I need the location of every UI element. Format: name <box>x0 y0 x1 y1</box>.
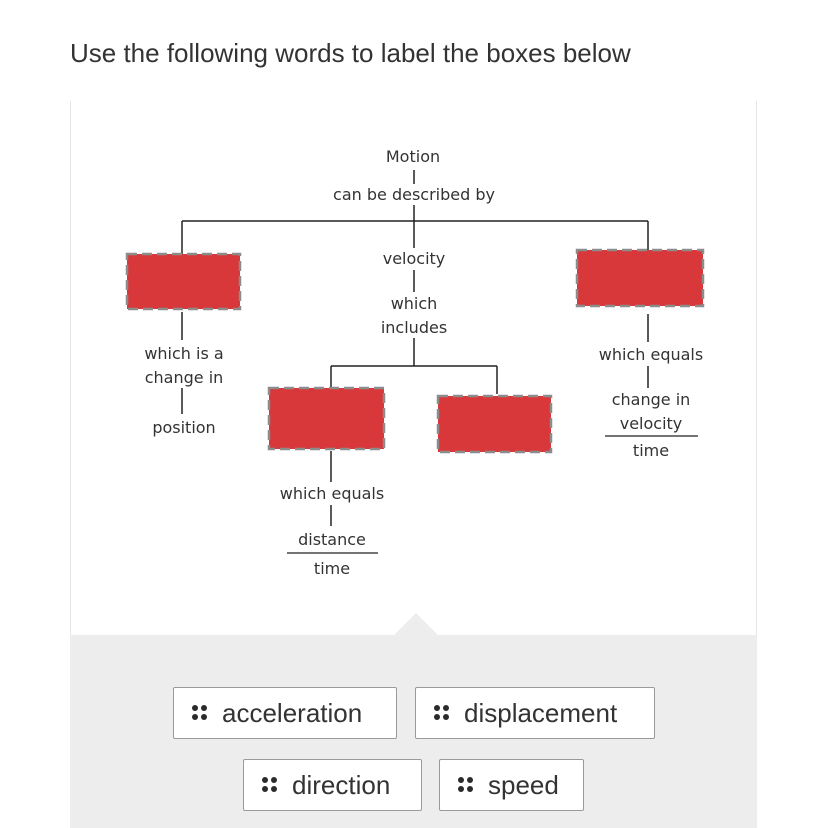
drop-zone-right[interactable] <box>577 250 703 306</box>
link-which-is-a: which is a <box>144 344 224 363</box>
fraction-change-in: change in <box>611 390 691 409</box>
word-chip-label: direction <box>292 769 391 800</box>
link-which-equals-right: which equals <box>598 345 704 364</box>
drop-zone-left[interactable] <box>127 254 240 309</box>
node-velocity: velocity <box>382 249 446 268</box>
word-chip-label: acceleration <box>222 697 363 728</box>
fraction-velocity: velocity <box>619 414 683 433</box>
fraction-time-middle: time <box>313 559 351 578</box>
node-position: position <box>152 418 216 437</box>
link-which: which <box>390 294 438 313</box>
link-change-in: change in <box>144 368 224 387</box>
fraction-distance: distance <box>298 530 366 549</box>
word-chip-acceleration[interactable] <box>173 687 397 739</box>
word-chip-displacement[interactable] <box>415 687 655 739</box>
link-includes: includes <box>380 318 448 337</box>
drop-zone-middle-right[interactable] <box>438 396 551 452</box>
connector-lines <box>182 170 648 526</box>
drag-handle-icon <box>458 777 474 793</box>
drop-zone-middle-left[interactable] <box>269 388 384 449</box>
link-which-equals-middle: which equals <box>279 484 385 503</box>
node-motion: Motion <box>385 147 441 166</box>
word-chip-label: speed <box>488 769 559 800</box>
word-chip-label: displacement <box>464 697 618 728</box>
drag-handle-icon <box>192 705 208 721</box>
instruction-text: Use the following words to label the boxes below <box>70 38 631 68</box>
link-can-be-described-by: can be described by <box>333 185 495 204</box>
drag-handle-icon <box>262 777 278 793</box>
word-chip-direction[interactable] <box>243 759 422 811</box>
fraction-time-right: time <box>632 441 670 460</box>
tray-pointer <box>394 613 438 635</box>
word-chip-speed[interactable] <box>439 759 584 811</box>
drag-handle-icon <box>434 705 450 721</box>
